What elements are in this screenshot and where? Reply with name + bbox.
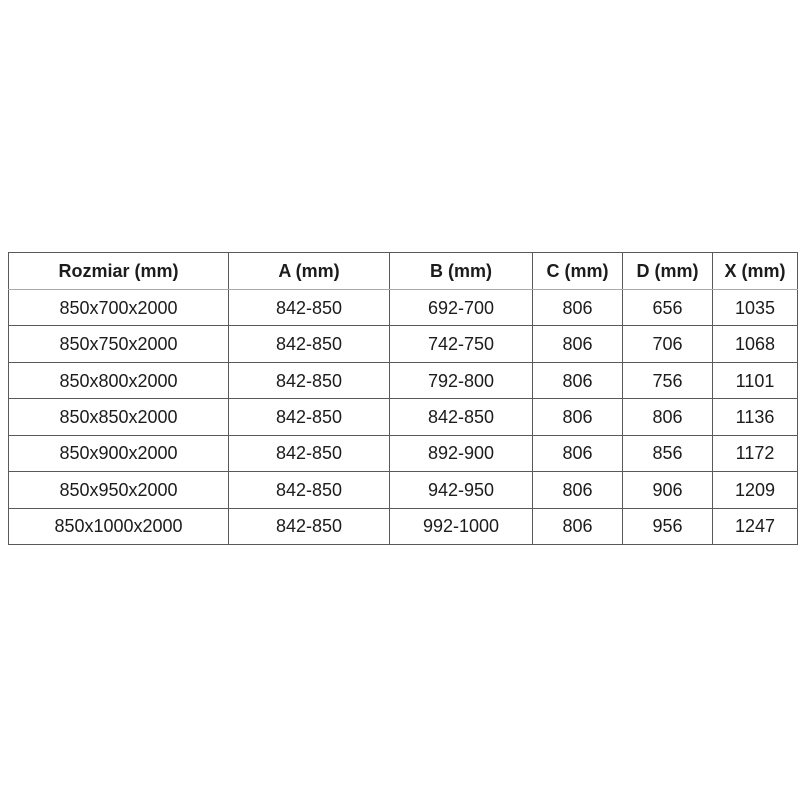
header-row: [9, 253, 798, 290]
table-cell: 656: [623, 290, 713, 326]
table-cell: 792-800: [390, 362, 533, 398]
table-cell: 806: [533, 326, 623, 362]
table-cell: 850x950x2000: [9, 472, 229, 508]
table-cell: 756: [623, 362, 713, 398]
table-cell: 806: [533, 508, 623, 544]
table-cell: 842-850: [229, 290, 390, 326]
table-cell: 692-700: [390, 290, 533, 326]
table-row: [9, 508, 798, 544]
table-cell: 956: [623, 508, 713, 544]
table-cell: 850x800x2000: [9, 362, 229, 398]
table-row: [9, 435, 798, 471]
table-body: [9, 290, 798, 545]
table-cell: 1209: [713, 472, 798, 508]
column-header: Rozmiar (mm): [9, 253, 229, 290]
table-cell: 842-850: [229, 326, 390, 362]
table-cell: 856: [623, 435, 713, 471]
column-header: D (mm): [623, 253, 713, 290]
table-cell: 906: [623, 472, 713, 508]
column-header: X (mm): [713, 253, 798, 290]
table-cell: 806: [533, 362, 623, 398]
table-cell: 1172: [713, 435, 798, 471]
table-cell: 806: [533, 399, 623, 435]
table-cell: 842-850: [390, 399, 533, 435]
table-cell: 806: [623, 399, 713, 435]
table-cell: 1247: [713, 508, 798, 544]
table-cell: 892-900: [390, 435, 533, 471]
table-cell: 1035: [713, 290, 798, 326]
table-cell: 850x700x2000: [9, 290, 229, 326]
table-cell: 850x900x2000: [9, 435, 229, 471]
table-cell: 706: [623, 326, 713, 362]
table-cell: 842-850: [229, 362, 390, 398]
table-cell: 850x850x2000: [9, 399, 229, 435]
table-cell: 842-850: [229, 399, 390, 435]
table-cell: 942-950: [390, 472, 533, 508]
column-header: A (mm): [229, 253, 390, 290]
table-row: [9, 326, 798, 362]
table-row: [9, 362, 798, 398]
table-cell: 842-850: [229, 472, 390, 508]
column-header: B (mm): [390, 253, 533, 290]
size-spec-table: [8, 252, 798, 545]
table-cell: 806: [533, 472, 623, 508]
table-cell: 992-1000: [390, 508, 533, 544]
table-cell: 1136: [713, 399, 798, 435]
table-row: [9, 290, 798, 326]
table-head: [9, 253, 798, 290]
table-cell: 742-750: [390, 326, 533, 362]
table-cell: 1101: [713, 362, 798, 398]
table-cell: 842-850: [229, 435, 390, 471]
table-row: [9, 472, 798, 508]
table-cell: 850x750x2000: [9, 326, 229, 362]
table-cell: 1068: [713, 326, 798, 362]
table-cell: 842-850: [229, 508, 390, 544]
table-cell: 850x1000x2000: [9, 508, 229, 544]
table-cell: 806: [533, 290, 623, 326]
column-header: C (mm): [533, 253, 623, 290]
table-row: [9, 399, 798, 435]
table-cell: 806: [533, 435, 623, 471]
